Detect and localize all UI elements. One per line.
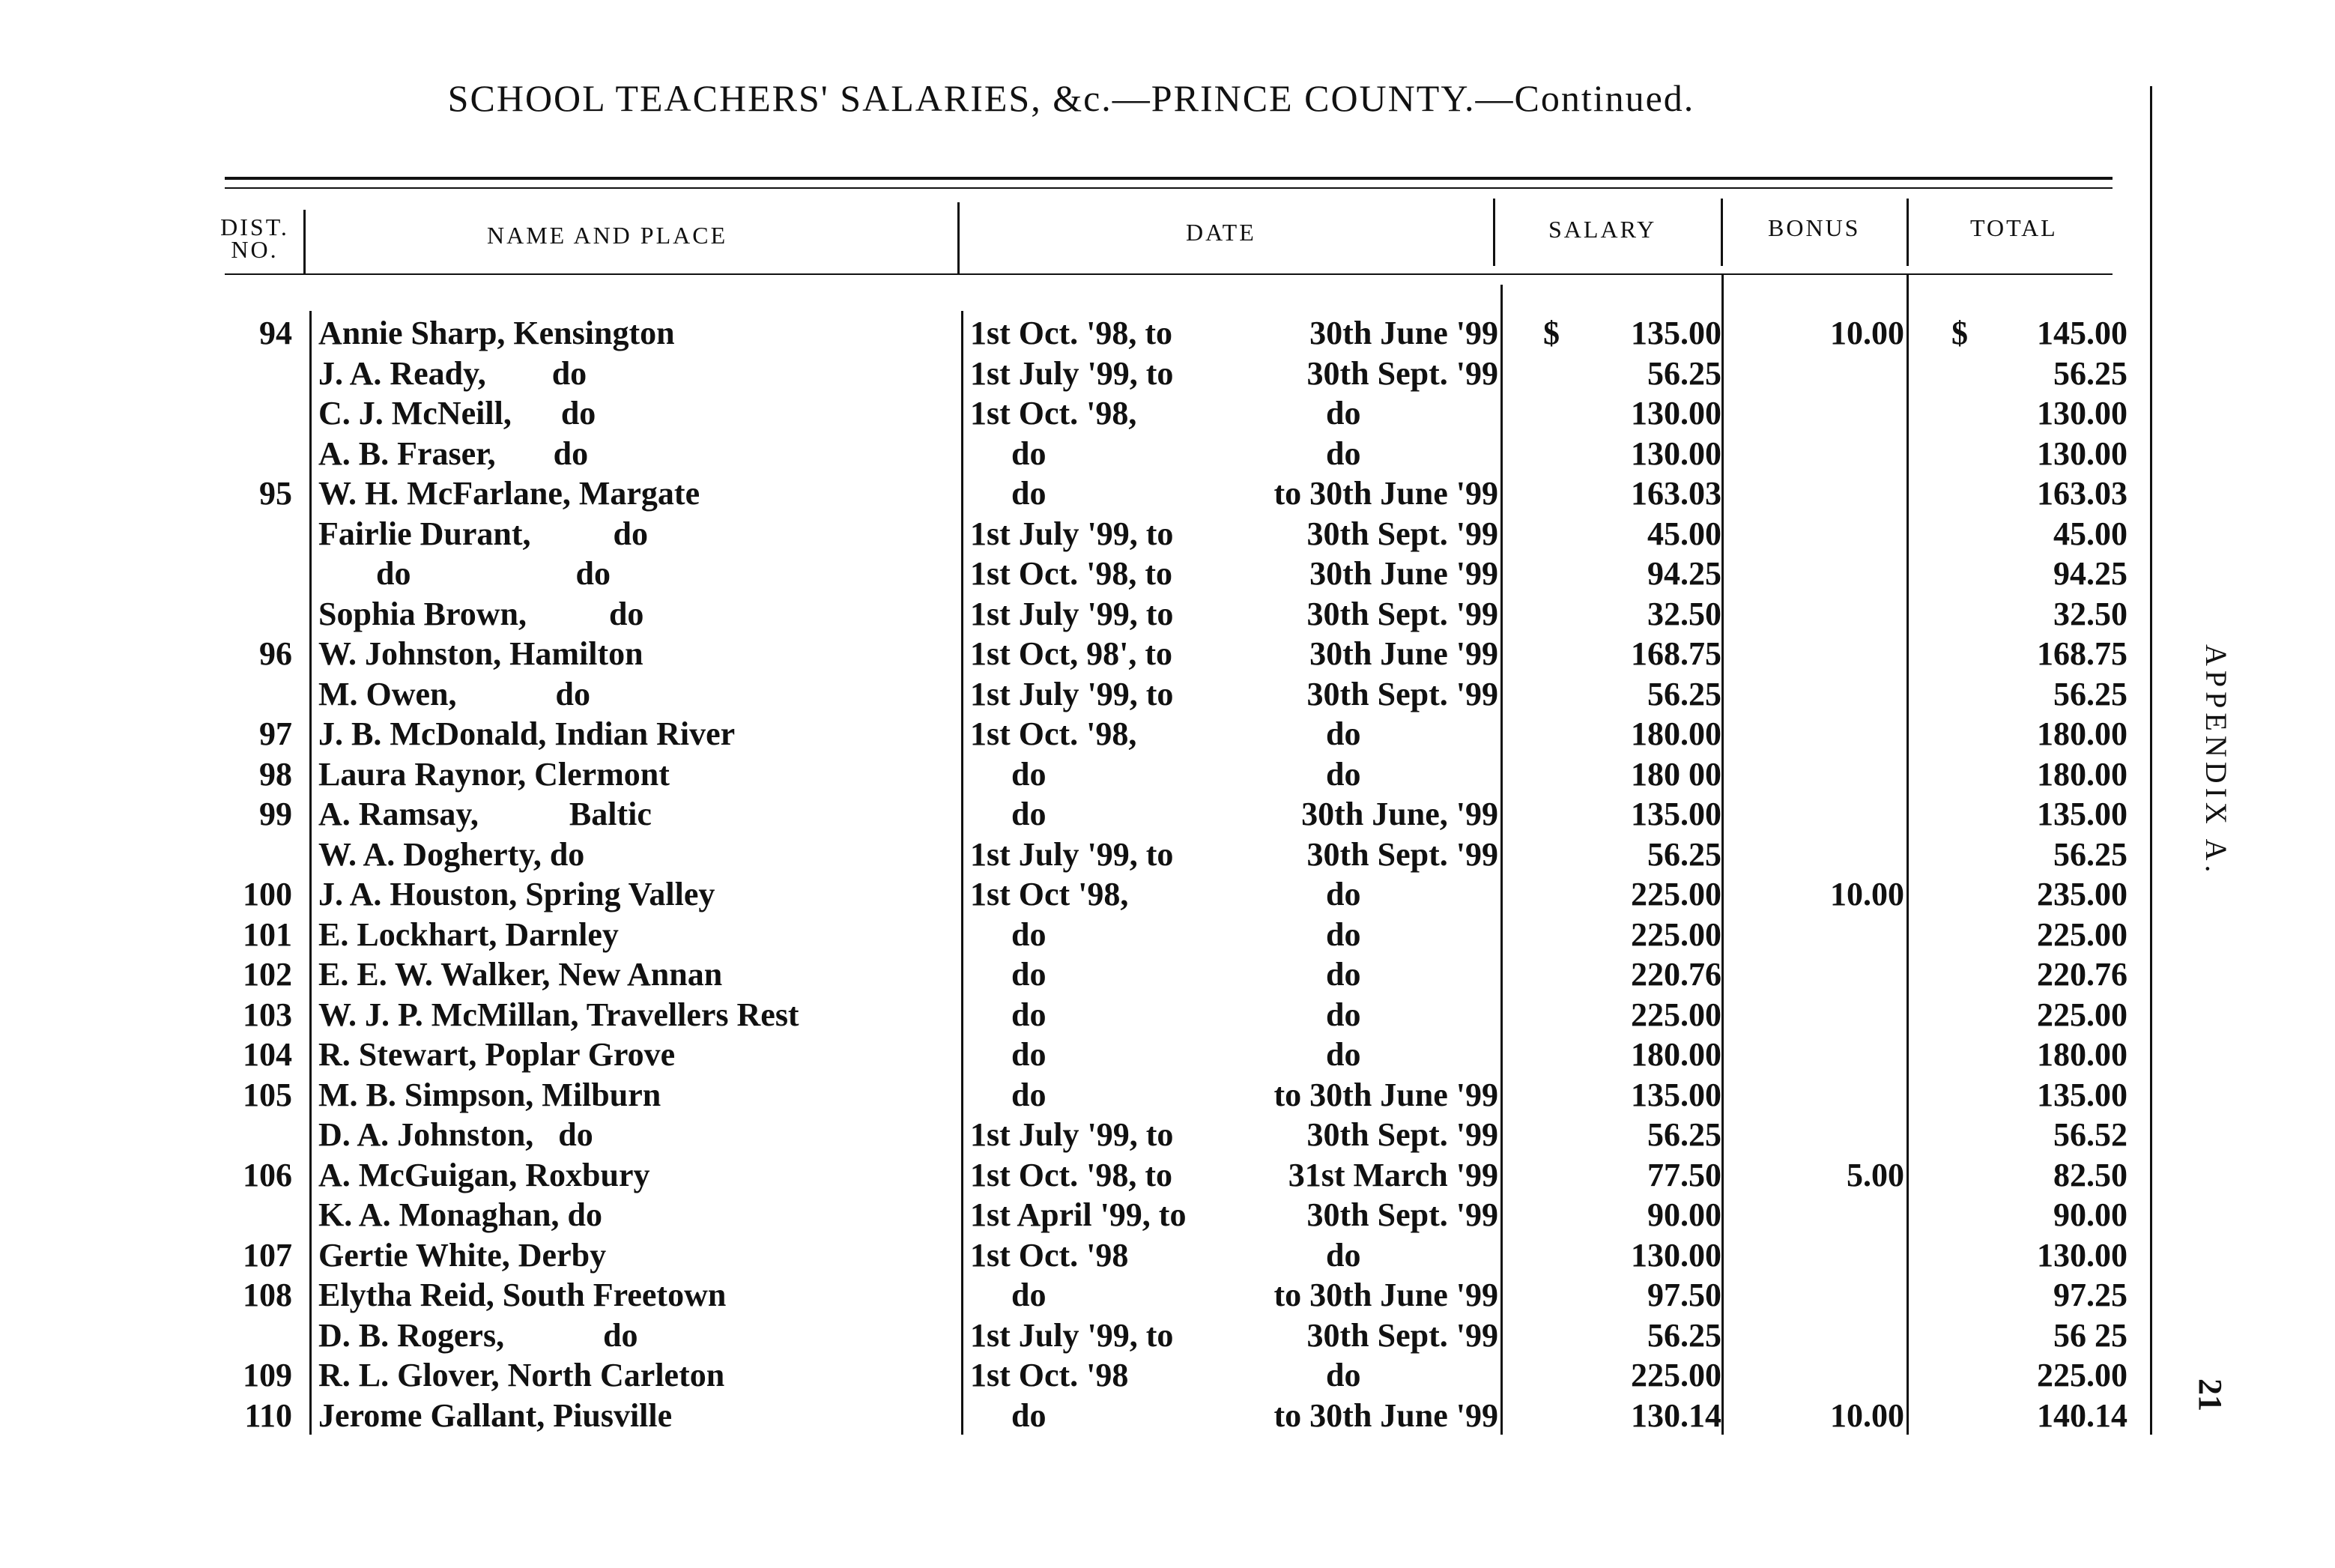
date-to: 30th Sept. '99 bbox=[1306, 1316, 1498, 1354]
date-from: 1st July '99, to bbox=[970, 1116, 1174, 1153]
dist-number: 96 bbox=[259, 635, 292, 672]
date-from: 1st Oct. '98, to bbox=[970, 1156, 1173, 1193]
salary-amount: 225.00 bbox=[1631, 1357, 1721, 1393]
header-bonus: BONUS bbox=[1768, 214, 1861, 241]
total-amount: 56.52 bbox=[2053, 1116, 2127, 1153]
total-amount: 140.14 bbox=[2037, 1396, 2127, 1434]
date-to: to 30th June '99 bbox=[1274, 475, 1498, 512]
dist-number: 94 bbox=[259, 315, 292, 351]
header-divider bbox=[1907, 199, 1909, 266]
table-row bbox=[0, 874, 2157, 915]
total-amount: 168.75 bbox=[2037, 635, 2127, 672]
dist-number: 110 bbox=[244, 1396, 292, 1434]
table-row bbox=[0, 634, 2157, 674]
date-from: 1st July '99, to bbox=[970, 835, 1174, 873]
table-row bbox=[0, 434, 2157, 474]
table-row bbox=[0, 1235, 2157, 1276]
date-to: 30th Sept. '99 bbox=[1306, 354, 1498, 392]
date-to: to 30th June '99 bbox=[1274, 1277, 1498, 1313]
dist-number: 109 bbox=[243, 1357, 292, 1393]
header-divider bbox=[1721, 199, 1723, 266]
salary-amount: 56.25 bbox=[1647, 835, 1721, 873]
date-to: do bbox=[1326, 435, 1361, 472]
date-to: 30th Sept. '99 bbox=[1306, 1196, 1498, 1233]
teacher-name-place: Sophia Brown, do bbox=[318, 595, 644, 632]
teacher-name-place: D. B. Rogers, do bbox=[318, 1316, 638, 1354]
header-divider bbox=[957, 202, 960, 273]
table-row bbox=[0, 473, 2157, 514]
date-to: do bbox=[1326, 996, 1361, 1033]
total-amount: 225.00 bbox=[2037, 915, 2127, 953]
salary-amount: 135.00 bbox=[1631, 315, 1721, 351]
total-amount: 90.00 bbox=[2053, 1196, 2127, 1233]
date-from: do bbox=[970, 1076, 1047, 1113]
dist-number: 100 bbox=[243, 876, 292, 912]
table-row bbox=[0, 1155, 2157, 1196]
date-from: do bbox=[970, 796, 1047, 832]
teacher-name-place: J. B. McDonald, Indian River bbox=[318, 715, 736, 752]
teacher-name-place: Elytha Reid, South Freetown bbox=[318, 1277, 727, 1313]
dist-number: 105 bbox=[243, 1076, 292, 1113]
salary-amount: 45.00 bbox=[1647, 515, 1721, 552]
total-amount: 45.00 bbox=[2053, 515, 2127, 552]
date-to: 30th Sept. '99 bbox=[1306, 515, 1498, 552]
header-bottom-rule bbox=[225, 273, 2113, 275]
total-amount: 97.25 bbox=[2053, 1277, 2127, 1313]
teacher-name-place: A. McGuigan, Roxbury bbox=[318, 1156, 650, 1193]
salary-amount: 135.00 bbox=[1631, 796, 1721, 832]
table-row bbox=[0, 995, 2157, 1035]
date-from: do bbox=[970, 1396, 1047, 1434]
dist-number: 101 bbox=[243, 915, 292, 953]
date-to: do bbox=[1326, 956, 1361, 993]
total-amount: 135.00 bbox=[2037, 796, 2127, 832]
total-amount: 220.76 bbox=[2037, 956, 2127, 993]
salary-amount: 130.00 bbox=[1631, 395, 1721, 432]
date-from: 1st July '99, to bbox=[970, 354, 1174, 392]
total-amount: 130.00 bbox=[2037, 1236, 2127, 1274]
table-row bbox=[0, 794, 2157, 835]
salary-amount: 180.00 bbox=[1631, 715, 1721, 752]
header-dist-line1: DIST. bbox=[220, 214, 289, 240]
salary-amount: 56.25 bbox=[1647, 675, 1721, 712]
total-amount: 82.50 bbox=[2053, 1156, 2127, 1193]
date-to: 30th June '99 bbox=[1309, 315, 1498, 351]
teacher-name-place: W. Johnston, Hamilton bbox=[318, 635, 643, 672]
dist-number: 104 bbox=[243, 1036, 292, 1073]
salary-amount: 130.14 bbox=[1631, 1396, 1721, 1434]
date-to: do bbox=[1326, 1357, 1361, 1393]
page-title: SCHOOL TEACHERS' SALARIES, &c.—PRINCE COUNTY.—Continued. bbox=[447, 77, 1695, 119]
total-amount: 225.00 bbox=[2037, 996, 2127, 1033]
total-amount: 180.00 bbox=[2037, 715, 2127, 752]
dist-number: 103 bbox=[243, 996, 292, 1033]
date-from: do bbox=[970, 1277, 1047, 1313]
date-to: do bbox=[1326, 915, 1361, 953]
total-dollar-sign: $ bbox=[1951, 315, 1968, 351]
header-divider bbox=[303, 210, 306, 273]
teacher-name-place: W. H. McFarlane, Margate bbox=[318, 475, 700, 512]
salary-amount: 130.00 bbox=[1631, 435, 1721, 472]
salary-amount: 225.00 bbox=[1631, 996, 1721, 1033]
date-to: 30th Sept. '99 bbox=[1306, 835, 1498, 873]
date-to: do bbox=[1326, 755, 1361, 793]
top-rule-thin bbox=[225, 187, 2113, 189]
date-from: do bbox=[970, 755, 1047, 793]
total-amount: 32.50 bbox=[2053, 595, 2127, 632]
header-divider bbox=[1493, 199, 1495, 266]
salary-amount: 225.00 bbox=[1631, 915, 1721, 953]
salary-amount: 163.03 bbox=[1631, 475, 1721, 512]
header-name-and-place: NAME AND PLACE bbox=[487, 222, 728, 249]
teacher-name-place: E. Lockhart, Darnley bbox=[318, 915, 619, 953]
teacher-name-place: J. A. Ready, do bbox=[318, 354, 587, 392]
table-row bbox=[0, 1355, 2157, 1396]
table-row bbox=[0, 915, 2157, 955]
table-row bbox=[0, 674, 2157, 715]
date-from: 1st Oct. '98, to bbox=[970, 555, 1173, 592]
header-salary: SALARY bbox=[1548, 216, 1657, 243]
dist-number: 102 bbox=[243, 956, 292, 993]
teacher-name-place: M. B. Simpson, Milburn bbox=[318, 1076, 661, 1113]
total-amount: 180.00 bbox=[2037, 1036, 2127, 1073]
bonus-amount: 5.00 bbox=[1847, 1156, 1904, 1193]
salary-amount: 168.75 bbox=[1631, 635, 1721, 672]
total-amount: 180.00 bbox=[2037, 755, 2127, 793]
date-from: 1st Oct, 98', to bbox=[970, 635, 1173, 672]
table-row bbox=[0, 835, 2157, 875]
page-number: 21 bbox=[2192, 1378, 2229, 1411]
dist-number: 99 bbox=[259, 796, 292, 832]
salary-amount: 225.00 bbox=[1631, 876, 1721, 912]
teacher-name-place: W. A. Dogherty, do bbox=[318, 835, 585, 873]
date-to: do bbox=[1326, 395, 1361, 432]
appendix-label: APPENDIX A. bbox=[2199, 644, 2233, 877]
teacher-name-place: Jerome Gallant, Piusville bbox=[318, 1396, 673, 1434]
salary-amount: 130.00 bbox=[1631, 1236, 1721, 1274]
total-amount: 225.00 bbox=[2037, 1357, 2127, 1393]
table-row bbox=[0, 514, 2157, 554]
date-to: 30th June '99 bbox=[1309, 555, 1498, 592]
total-amount: 56 25 bbox=[2053, 1316, 2127, 1354]
table-row bbox=[0, 754, 2157, 795]
total-amount: 135.00 bbox=[2037, 1076, 2127, 1113]
dist-number: 97 bbox=[259, 715, 292, 752]
date-to: 30th Sept. '99 bbox=[1306, 1116, 1498, 1153]
table-row bbox=[0, 354, 2157, 394]
date-from: 1st Oct '98, bbox=[970, 876, 1129, 912]
table-row bbox=[0, 393, 2157, 434]
table-row bbox=[0, 1316, 2157, 1356]
teacher-name-place: R. L. Glover, North Carleton bbox=[318, 1357, 725, 1393]
date-from: 1st April '99, to bbox=[970, 1196, 1187, 1233]
date-to: do bbox=[1326, 715, 1361, 752]
table-row bbox=[0, 954, 2157, 995]
total-amount: 94.25 bbox=[2053, 555, 2127, 592]
date-from: do bbox=[970, 956, 1047, 993]
total-amount: 130.00 bbox=[2037, 395, 2127, 432]
salary-amount: 77.50 bbox=[1647, 1156, 1721, 1193]
teacher-name-place: do do bbox=[318, 555, 611, 592]
dist-number: 106 bbox=[243, 1156, 292, 1193]
table-row bbox=[0, 1396, 2157, 1436]
table-row bbox=[0, 1115, 2157, 1155]
salary-amount: 56.25 bbox=[1647, 354, 1721, 392]
teacher-name-place: W. J. P. McMillan, Travellers Rest bbox=[318, 996, 799, 1033]
table-row bbox=[0, 1035, 2157, 1075]
date-to: to 30th June '99 bbox=[1274, 1076, 1498, 1113]
dist-number: 108 bbox=[243, 1277, 292, 1313]
date-to: 30th Sept. '99 bbox=[1306, 595, 1498, 632]
dist-number: 95 bbox=[259, 475, 292, 512]
teacher-name-place: A. B. Fraser, do bbox=[318, 435, 589, 472]
date-to: 31st March '99 bbox=[1288, 1156, 1498, 1193]
table-row bbox=[0, 313, 2157, 354]
teacher-name-place: Laura Raynor, Clermont bbox=[318, 755, 670, 793]
dist-number: 107 bbox=[243, 1236, 292, 1274]
total-amount: 56.25 bbox=[2053, 675, 2127, 712]
date-to: to 30th June '99 bbox=[1274, 1396, 1498, 1434]
total-amount: 163.03 bbox=[2037, 475, 2127, 512]
date-from: do bbox=[970, 435, 1047, 472]
date-to: 30th June '99 bbox=[1309, 635, 1498, 672]
date-from: do bbox=[970, 1036, 1047, 1073]
dist-number: 98 bbox=[259, 755, 292, 793]
date-from: 1st July '99, to bbox=[970, 675, 1174, 712]
teacher-name-place: D. A. Johnston, do bbox=[318, 1116, 593, 1153]
date-to: do bbox=[1326, 1236, 1361, 1274]
header-total: TOTAL bbox=[1970, 214, 2058, 241]
date-from: do bbox=[970, 915, 1047, 953]
salary-amount: 94.25 bbox=[1647, 555, 1721, 592]
salary-dollar-sign: $ bbox=[1543, 315, 1560, 351]
salary-amount: 32.50 bbox=[1647, 595, 1721, 632]
teacher-name-place: K. A. Monaghan, do bbox=[318, 1196, 602, 1233]
table-row bbox=[0, 554, 2157, 594]
teacher-name-place: Gertie White, Derby bbox=[318, 1236, 607, 1274]
total-amount: 56.25 bbox=[2053, 354, 2127, 392]
header-date: DATE bbox=[1186, 219, 1256, 246]
date-to: 30th Sept. '99 bbox=[1306, 675, 1498, 712]
date-from: do bbox=[970, 475, 1047, 512]
header-dist-no bbox=[213, 216, 296, 261]
salary-amount: 135.00 bbox=[1631, 1076, 1721, 1113]
salary-amount: 180 00 bbox=[1631, 755, 1721, 793]
teacher-name-place: J. A. Houston, Spring Valley bbox=[318, 876, 715, 912]
bonus-amount: 10.00 bbox=[1830, 1396, 1904, 1434]
teacher-name-place: E. E. W. Walker, New Annan bbox=[318, 956, 723, 993]
teacher-name-place: R. Stewart, Poplar Grove bbox=[318, 1036, 676, 1073]
total-amount: 56.25 bbox=[2053, 835, 2127, 873]
table-row bbox=[0, 714, 2157, 754]
date-from: 1st July '99, to bbox=[970, 595, 1174, 632]
date-from: 1st Oct. '98 bbox=[970, 1236, 1129, 1274]
table-row bbox=[0, 1075, 2157, 1116]
date-from: 1st July '99, to bbox=[970, 1316, 1174, 1354]
date-to: do bbox=[1326, 876, 1361, 912]
teacher-name-place: C. J. McNeill, do bbox=[318, 395, 596, 432]
bonus-amount: 10.00 bbox=[1830, 876, 1904, 912]
table-row bbox=[0, 1275, 2157, 1316]
total-amount: 130.00 bbox=[2037, 435, 2127, 472]
total-amount: 235.00 bbox=[2037, 876, 2127, 912]
teacher-name-place: Fairlie Durant, do bbox=[318, 515, 648, 552]
table-row bbox=[0, 594, 2157, 635]
table-row bbox=[0, 1195, 2157, 1235]
total-amount: 145.00 bbox=[2037, 315, 2127, 351]
salary-amount: 180.00 bbox=[1631, 1036, 1721, 1073]
teacher-name-place: Annie Sharp, Kensington bbox=[318, 315, 675, 351]
date-from: 1st Oct. '98, to bbox=[970, 315, 1173, 351]
salary-amount: 56.25 bbox=[1647, 1316, 1721, 1354]
salary-amount: 56.25 bbox=[1647, 1116, 1721, 1153]
teacher-name-place: M. Owen, do bbox=[318, 675, 590, 712]
date-from: 1st July '99, to bbox=[970, 515, 1174, 552]
date-from: 1st Oct. '98, bbox=[970, 395, 1137, 432]
top-rule bbox=[225, 177, 2113, 180]
salary-amount: 97.50 bbox=[1647, 1277, 1721, 1313]
date-to: 30th June, '99 bbox=[1301, 796, 1498, 832]
salary-amount: 220.76 bbox=[1631, 956, 1721, 993]
bonus-amount: 10.00 bbox=[1830, 315, 1904, 351]
date-from: 1st Oct. '98, bbox=[970, 715, 1137, 752]
date-from: do bbox=[970, 996, 1047, 1033]
header-dist-line2: NO. bbox=[231, 236, 279, 263]
teacher-name-place: A. Ramsay, Baltic bbox=[318, 796, 652, 832]
salary-amount: 90.00 bbox=[1647, 1196, 1721, 1233]
date-to: do bbox=[1326, 1036, 1361, 1073]
date-from: 1st Oct. '98 bbox=[970, 1357, 1129, 1393]
